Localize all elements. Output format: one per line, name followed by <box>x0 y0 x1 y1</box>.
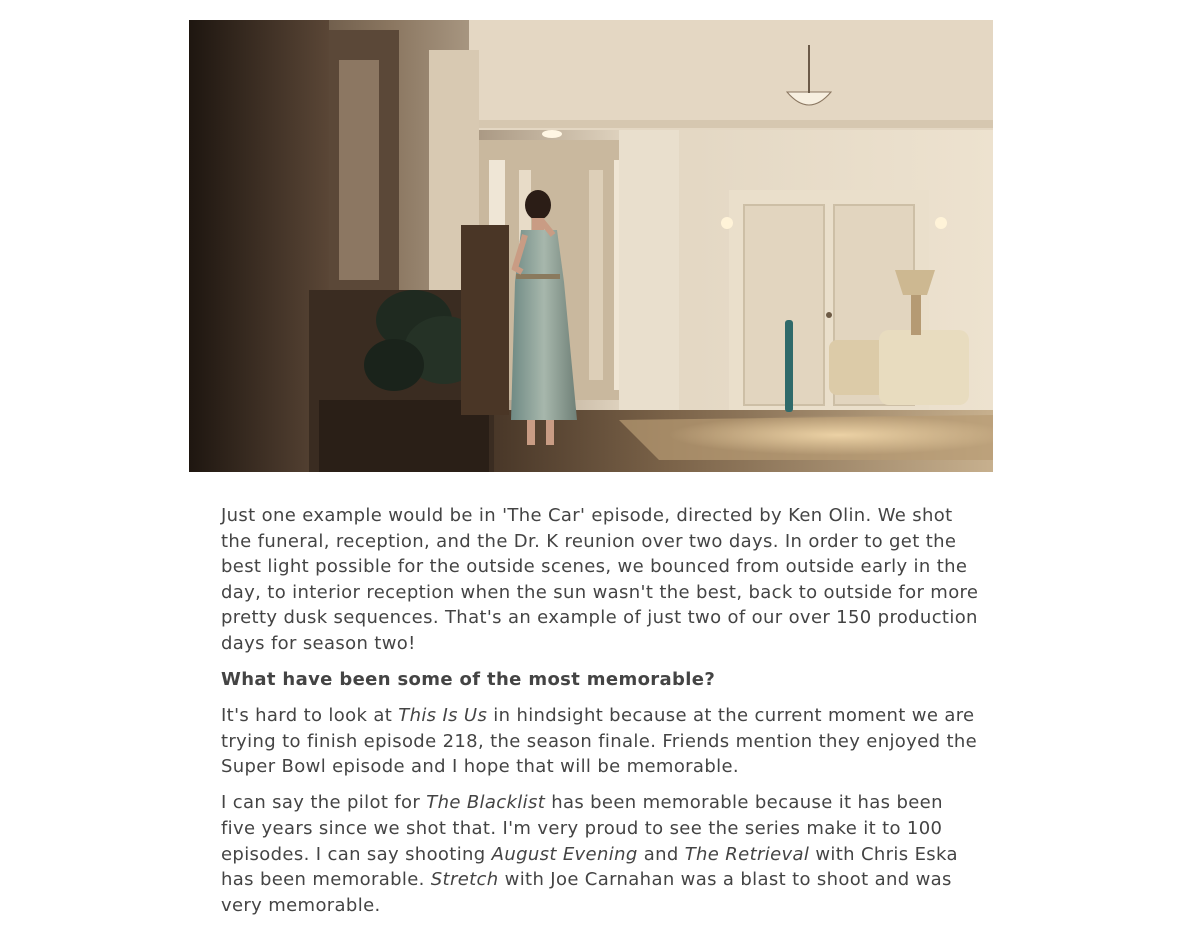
paragraph-answer-2 <box>221 790 981 918</box>
text-segment: in hindsight because at the current moment we are trying to finish episode 218, the season finale. Friends mention they enjoyed the Super Bowl episode and I hope that will be memorable. <box>221 705 978 778</box>
show-title: This Is Us <box>398 705 488 727</box>
text-segment: I can say the pilot for <box>221 792 427 814</box>
film-title: August Evening <box>491 843 638 865</box>
film-title: The Retrieval <box>684 843 810 865</box>
article-photo <box>189 20 993 472</box>
text-segment: has been memorable because it has been five years since we shot that. I'm very proud to see the series make it to 100 episodes. I can say shooting <box>221 792 943 865</box>
text-segment: with Joe Carnahan was a blast to shoot and was very memorable. <box>221 869 952 916</box>
text-segment: with Chris Eska has been memorable. <box>221 843 958 891</box>
text-segment: It's hard to look at <box>221 705 399 727</box>
article-body <box>221 503 981 929</box>
show-title: The Blacklist <box>426 792 546 814</box>
text-segment: and <box>637 843 685 865</box>
paragraph-answer-1 <box>221 703 981 780</box>
interview-question: What have been some of the most memorable? <box>221 669 716 691</box>
paragraph-intro: Just one example would be in 'The Car' episode, directed by Ken Olin. We shot the funeral, reception, and the Dr. K reunion over two days. In order to get the best light possible for the outside scenes, we bounced from outside early in the day, to interior reception when the sun wasn't the best, back to outside for more pretty dusk sequences. That's an example of just two of our over 150 production days for season two! <box>221 505 979 654</box>
film-title: Stretch <box>430 869 499 891</box>
